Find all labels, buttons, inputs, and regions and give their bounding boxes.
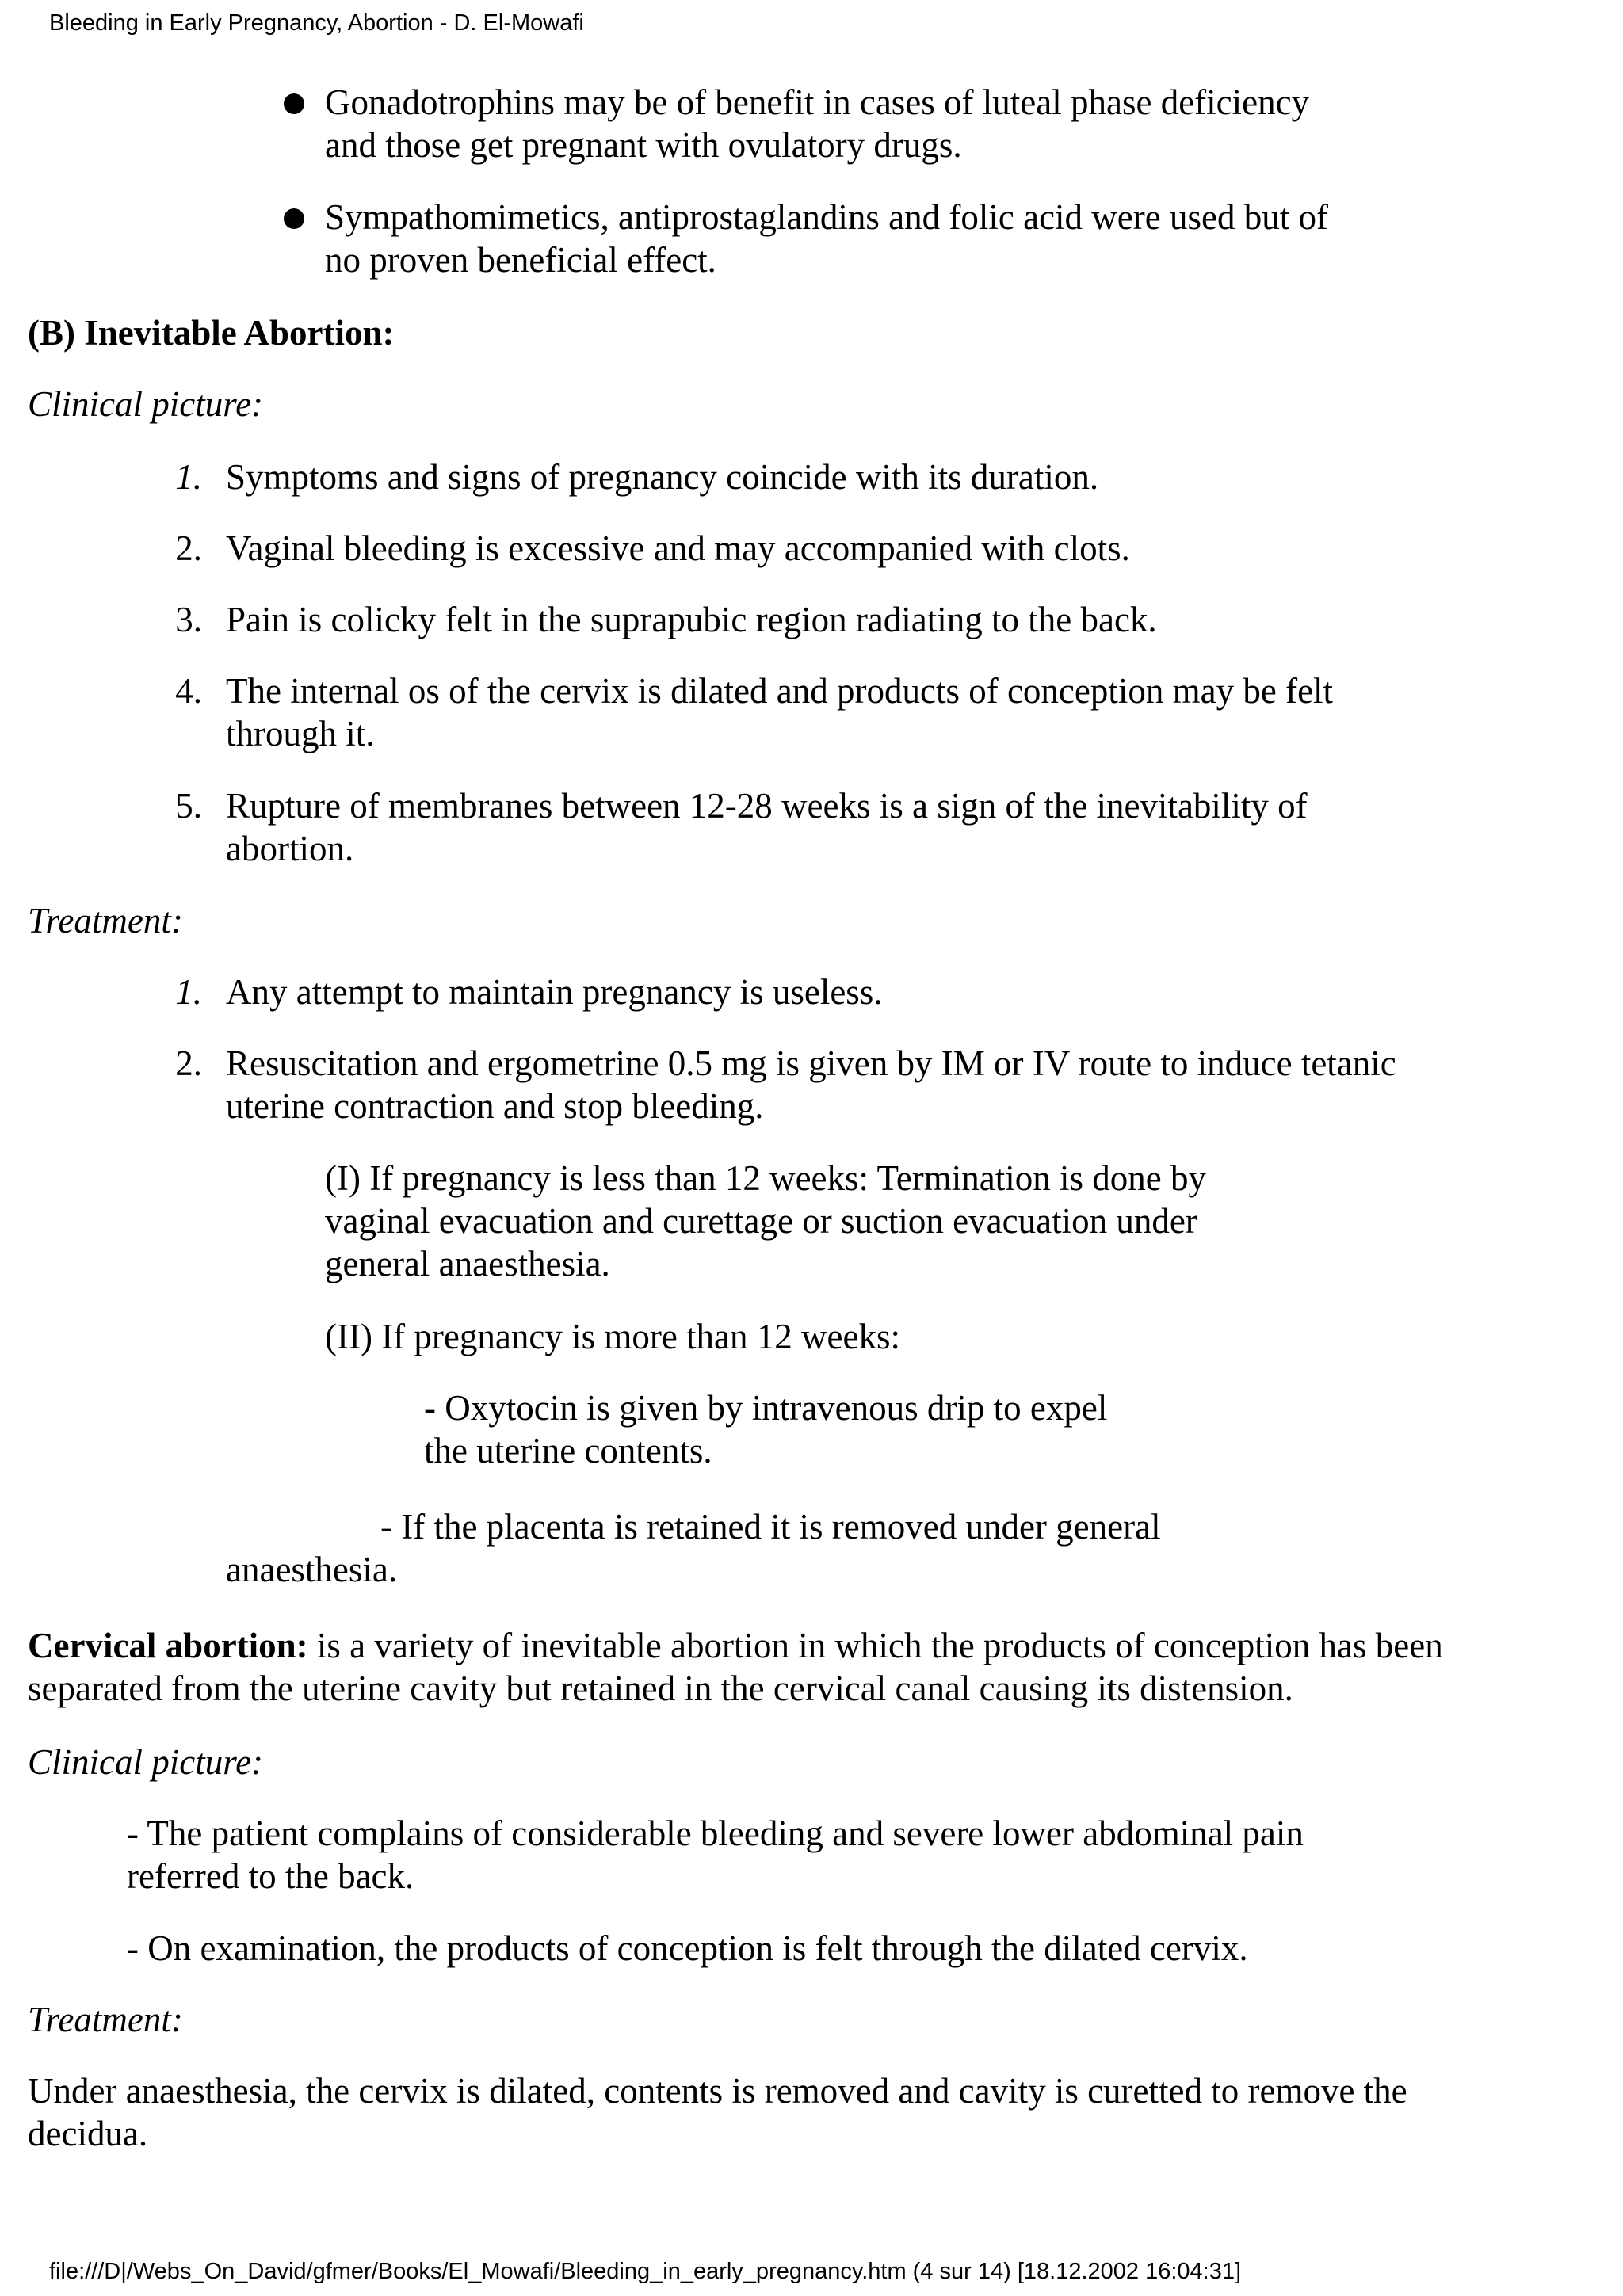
- bullet-dot-icon: [284, 93, 304, 114]
- list-item: Symptoms and signs of pregnancy coincide with its duration.: [226, 457, 1099, 497]
- treatment-label: Treatment:: [28, 2000, 183, 2039]
- list-number: 2.: [175, 1043, 202, 1083]
- list-number: 1.: [175, 972, 202, 1012]
- list-number: 1.: [175, 457, 202, 497]
- oxytocin-paragraph: - Oxytocin is given by intravenous drip to expel the uterine contents.: [424, 1388, 1108, 1470]
- bullet-1: Gonadotrophins may be of benefit in cases of luteal phase deficiency and those get pregnant with ovulatory drugs.: [325, 82, 1310, 165]
- list-item: Any attempt to maintain pregnancy is useless.: [226, 972, 883, 1012]
- list-number: 4.: [175, 671, 202, 711]
- list-item: The internal os of the cervix is dilated and products of conception may be felt through it.: [226, 671, 1334, 753]
- clinical-picture-label: Clinical picture:: [28, 384, 264, 424]
- list-item: Rupture of membranes between 12-28 weeks is a sign of the inevitability of abortion.: [226, 786, 1308, 868]
- treatment-label: Treatment:: [28, 901, 183, 940]
- clinical-picture-label: Clinical picture:: [28, 1742, 264, 1782]
- bullet-2: Sympathomimetics, antiprostaglandins and folic acid were used but of no proven beneficial effect.: [325, 197, 1328, 280]
- page-footer: file:///D|/Webs_On_David/gfmer/Books/El_Mowafi/Bleeding_in_early_pregnancy.htm (4 sur 14) [18.12.2002 16:04:31]: [49, 2259, 1242, 2284]
- cervical-term: Cervical abortion:: [28, 1626, 308, 1665]
- list-number: 5.: [175, 786, 202, 826]
- treatment-paragraph: Under anaesthesia, the cervix is dilated, contents is removed and cavity is curetted to remove the decidua.: [28, 2071, 1407, 2153]
- list-item: Resuscitation and ergometrine 0.5 mg is given by IM or IV route to induce tetanic uterine contraction and stop bleeding.: [226, 1043, 1396, 1126]
- page-header: Bleeding in Early Pregnancy, Abortion - D. El-Mowafi: [49, 10, 584, 36]
- list-item: Vaginal bleeding is excessive and may accompanied with clots.: [226, 528, 1130, 568]
- clinical-point: - On examination, the products of conception is felt through the dilated cervix.: [127, 1928, 1248, 1968]
- list-item: Pain is colicky felt in the suprapubic region radiating to the back.: [226, 600, 1157, 639]
- placenta-paragraph: - If the placenta is retained it is removed under general anaesthesia.: [226, 1507, 1161, 1589]
- cervical-definition: Cervical abortion: is a variety of inevitable abortion in which the products of conception has been separated from the uterine cavity but retained in the cervical canal causing its distension.: [28, 1626, 1443, 1708]
- case-i-paragraph: (I) If pregnancy is less than 12 weeks: Termination is done by vaginal evacuation and curettage or suction evacuation under general anaesthesia.: [325, 1158, 1206, 1283]
- case-ii-paragraph: (II) If pregnancy is more than 12 weeks:: [325, 1317, 900, 1356]
- section-heading: (B) Inevitable Abortion:: [28, 313, 395, 353]
- clinical-point: - The patient complains of considerable bleeding and severe lower abdominal pain referred to the back.: [127, 1814, 1304, 1896]
- list-number: 2.: [175, 528, 202, 568]
- bullet-dot-icon: [284, 208, 304, 229]
- list-number: 3.: [175, 600, 202, 639]
